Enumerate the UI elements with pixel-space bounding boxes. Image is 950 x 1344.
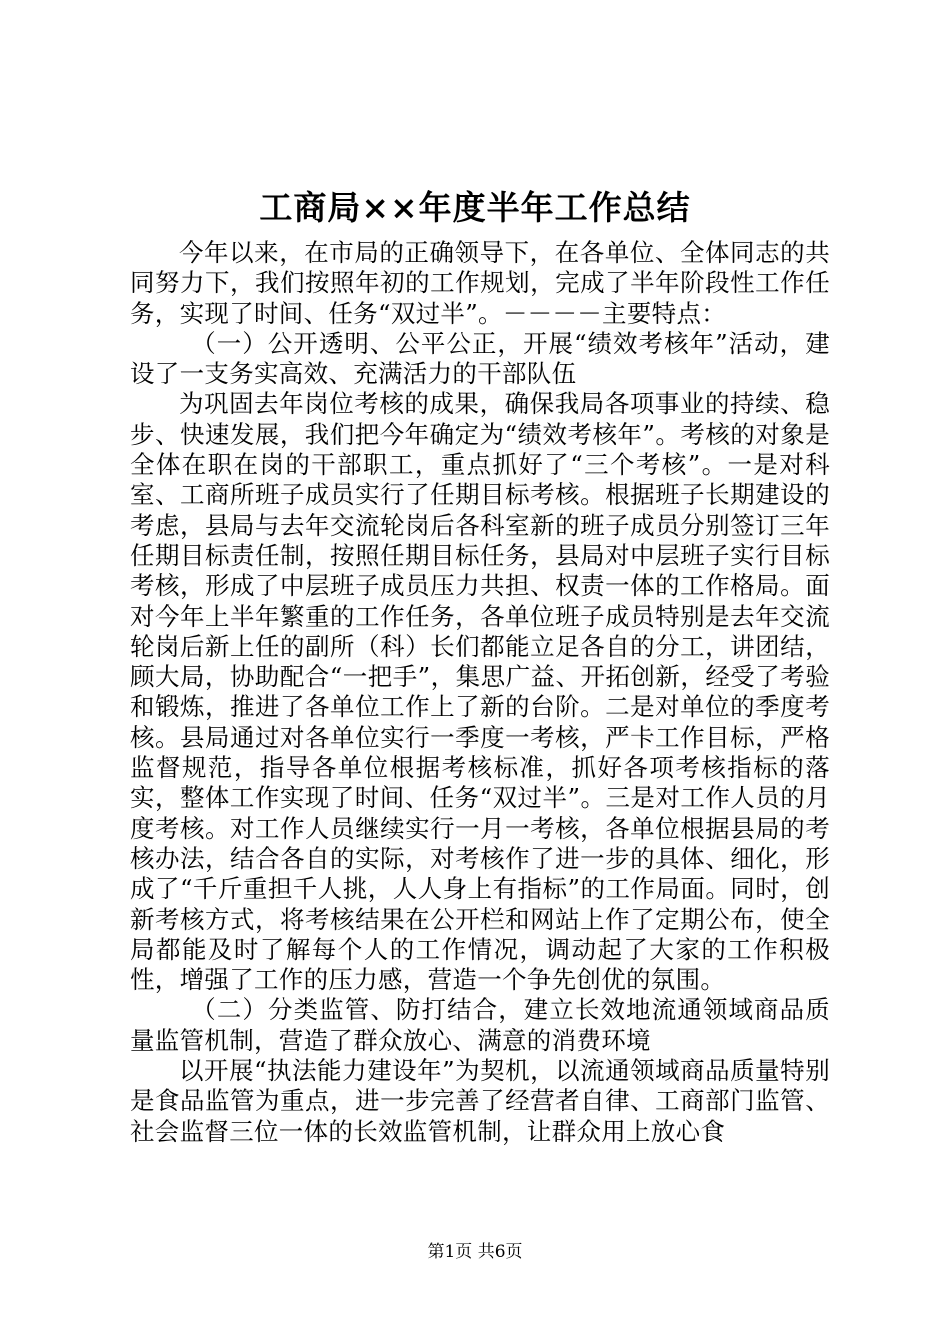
intro-paragraph: 今年以来，在市局的正确领导下，在各单位、全体同志的共同努力下，我们按照年初的工作规划，完成了半年阶段性工作任务，实现了时间、任务“双过半”。－－－－主要特点： xyxy=(130,238,830,328)
page-number-label: 第1页 共6页 xyxy=(427,1242,523,1262)
document-title: 工商局××年度半年工作总结 xyxy=(259,188,691,227)
section-2-paragraph: 以开展“执法能力建设年”为契机，以流通领域商品质量特别是食品监管为重点，进一步完善了经营者自律、工商部门监管、社会监督三位一体的长效监管机制，让群众用上放心食 xyxy=(130,1056,830,1146)
page-footer xyxy=(0,1240,950,1264)
document-body xyxy=(130,238,830,1147)
section-heading-1: （一）公开透明、公平公正，开展“绩效考核年”活动，建设了一支务实高效、充满活力的干部队伍 xyxy=(130,328,830,389)
section-heading-2: （二）分类监管、防打结合，建立长效地流通领域商品质量监管机制，营造了群众放心、满意的消费环境 xyxy=(130,995,830,1055)
section-1-paragraph: 为巩固去年岗位考核的成果，确保我局各项事业的持续、稳步、快速发展，我们把今年确定为“绩效考核年”。考核的对象是全体在职在岗的干部职工，重点抓好了“三个考核”。一是对科室、工商所班子成员实行了任期目标考核。根据班子长期建设的考虑，县局与去年交流轮岗后各科室新的班子成员分别签订三年任期目标责任制，按照任期目标任务，县局对中层班子实行目标考核，形成了中层班子成员压力共担、权责一体的工作格局。面对今年上半年繁重的工作任务，各单位班子成员特别是去年交流轮岗后新上任的副所（科）长们都能立足各自的分工，讲团结，顾大局，协助配合“一把手”，集思广益、开拓创新，经受了考验和锻炼，推进了各单位工作上了新的台阶。二是对单位的季度考核。县局通过对各单位实行一季度一考核，严卡工作目标，严格监督规范，指导各单位根据考核标准，抓好各项考核指标的落实，整体工作实现了时间、任务“双过半”。三是对工作人员的月度考核。对工作人员继续实行一月一考核，各单位根据县局的考核办法，结合各自的实际，对考核作了进一步的具体、细化，形成了“千斤重担千人挑，人人身上有指标”的工作局面。同时，创新考核方式，将考核结果在公开栏和网站上作了定期公布，使全局都能及时了解每个人的工作情况，调动起了大家的工作积极性，增强了工作的压力感，营造一个争先创优的氛围。 xyxy=(130,389,830,995)
